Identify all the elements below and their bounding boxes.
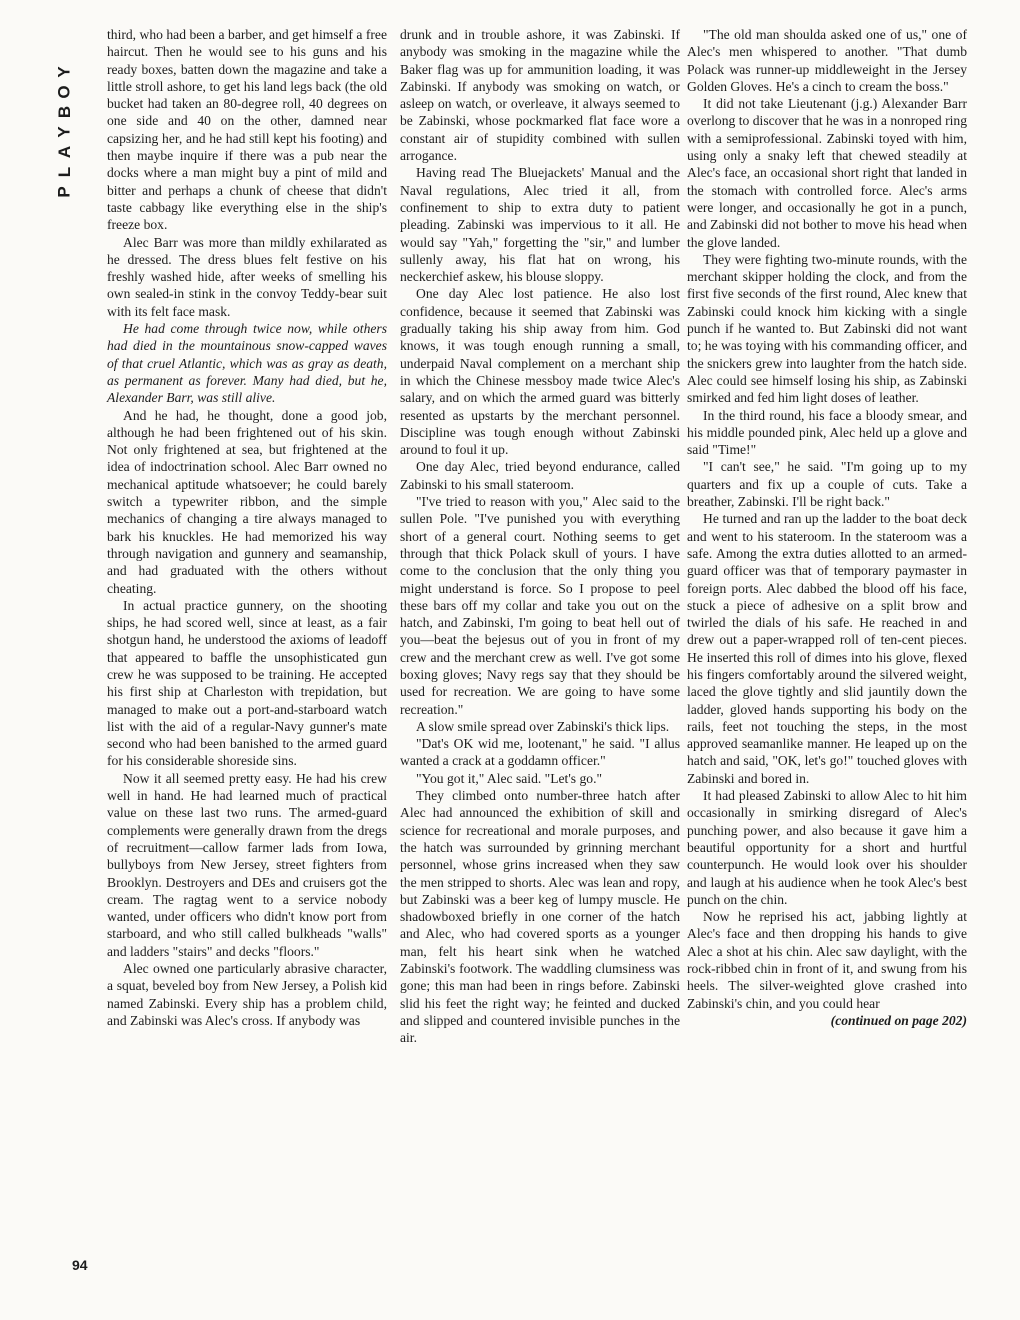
- article-paragraph: drunk and in trouble ashore, it was Zabinski. If anybody was smoking in the magazine while the Baker flag was up for ammunition loading, it was Zabinski. If anybody was smoking on watch, or asleep on watch, or overleave, it always seemed to be Zabinski, whose pockmarked flat face wore a constant air of stupidity combined with sullen arrogance.: [400, 27, 680, 164]
- article-paragraph: It did not take Lieutenant (j.g.) Alexander Barr overlong to discover that he was in a nonroped ring with a semiprofessional. Zabinski toyed with him, using only a snaky left that chewed steadily at Alec's face, an occasional short right that landed in the stomach with controlled force. Alec's arms were longer, and occasionally he got in a punch, and Zabinski did not bother to move his head when the glove landed.: [687, 96, 967, 250]
- article-paragraph: "You got it," Alec said. "Let's go.": [416, 770, 603, 786]
- article-paragraph: They climbed onto number-three hatch after Alec had announced the exhibition of skill and science for recreational and morale purposes, and the hatch was surrounded by grinning merchant personnel, whose grins increased when they saw the men stripped to shorts. Alec was lean and ropy, but Zabinski was a beer keg of lumpy muscle. He shadowboxed briefly in one corner of the hatch and Alec, who had covered sports as a younger man, felt his heart sink when he watched Zabinski's footwork. The waddling clumsiness was gone; this man had been in rings before. Zabinski slid his feet the right way; he feinted and ducked and slipped and countered invisible punches in the air.: [400, 788, 680, 1046]
- masthead-letter: O: [54, 85, 74, 99]
- text-column-2: [400, 26, 680, 1047]
- article-paragraph: "I've tried to reason with you," Alec said to the sullen Pole. "I've punished you with everything short of a general court. Nothing seems to get through that thick Polack skull of yours. I have come to the conclusion that the only thing you might understand is force. So I propose to peel these bars off my collar and take you out on the hatch, and Zabinski, I'm going to beat hell out of you—beat the bejesus out of you in front of my crew and the merchant crew as well. I've got some boxing gloves; Navy regs say that they should be used for recreation. We are going to have some recreation.": [400, 494, 680, 717]
- article-paragraph: He had come through twice now, while others had died in the mountainous snow-capped waves of that cruel Atlantic, which was as gray as death, as permanent as forever. Many had died, but he, Alexander Barr, was still alive.: [107, 321, 387, 406]
- masthead: [50, 62, 80, 202]
- article-paragraph: In actual practice gunnery, on the shooting ships, he had scored well, since at least, as a fair shotgun hand, he understood the axioms of leadoff that appeared to baffle the unsophisticated gun crew he was supposed to be training. He accepted his first ship at Charleston with trepidation, but managed to make out a port-and-starboard watch list with the aid of a regular-Navy gunner's mate second who had been banished to the armed guard for his considerable shoreside sins.: [107, 597, 387, 769]
- article-paragraph: It had pleased Zabinski to allow Alec to hit him occasionally in smirking disregard of Alec's punching power, and also because it gave him a beautiful opportunity for a short and hurtful counterpunch. He would look over his shoulder and laugh at his audience when he took Alec's best punch on the chin.: [687, 788, 967, 907]
- article-paragraph: "I can't see," he said. "I'm going up to my quarters and fix up a couple of cuts. Take a breather, Zabinski. I'll be right back.": [687, 459, 967, 510]
- text-column-1: [107, 26, 387, 1029]
- article-paragraph: Alec Barr was more than mildly exhilarated as he dressed. The dress blues felt festive on his freshly washed hide, after weeks of smelling his own sealed-in stink in the convoy Teddy-bear suit with its felt face mask.: [107, 234, 387, 319]
- page-number: 94: [72, 1257, 88, 1273]
- masthead-letter: Y: [55, 66, 74, 78]
- text-column-3: [687, 26, 967, 1029]
- article-paragraph: Having read The Bluejackets' Manual and the Naval regulations, Alec tried it all, from confinement to ship to extra duty to patient pleading. Zabinski was impervious to it all. He would say "Yah," forgetting the "sir," and lumber sullenly away, his flat hat on wrong, his neckerchief askew, his blouse sloppy.: [400, 165, 680, 285]
- masthead-letter: B: [55, 105, 74, 119]
- masthead-letter: P: [55, 186, 74, 198]
- article-paragraph: One day Alec lost patience. He also lost confidence, because it seemed that Zabinski was gradually taking his ship away from him. God knows, it was tough enough running a small, underpaid Naval complement on a merchant ship in which the Chinese messboy made twice Alec's salary, and on which the armed guard was bitterly resented as upstarts by the merchant personnel. Discipline was tough enough without Zabinski around to foul it up.: [400, 286, 680, 458]
- masthead-letter: Y: [55, 126, 74, 138]
- article-paragraph: One day Alec, tried beyond endurance, called Zabinski to his small stateroom.: [400, 459, 680, 492]
- article-paragraph: And he had, he thought, done a good job, although he had been frightened out of his skin. Not only frightened at sea, but frightened at the idea of indoctrination school. Alec Barr owned no mechanical aptitude whatsoever; he could barely switch a typewriter ribbon, and the simple mechanics of changing a tire always managed to bark his knuckles. He had memorized his way through navigation and gunnery and seamanship, and had graduated with the others without cheating.: [107, 407, 387, 596]
- article-paragraph: In the third round, his face a bloody smear, and his middle pounded pink, Alec held up a glove and said "Time!": [687, 407, 967, 458]
- article-paragraph: "Dat's OK wid me, lootenant," he said. "I allus wanted a crack at a goddamn officer.": [400, 736, 680, 769]
- article-paragraph: "The old man shoulda asked one of us," one of Alec's men whispered to another. "That dumb Polack was runner-up middleweight in the Jersey Golden Gloves. He's a cinch to cream the boss.": [687, 27, 967, 94]
- article-paragraph: A slow smile spread over Zabinski's thick lips.: [416, 718, 670, 734]
- article-paragraph: Now he reprised his act, jabbing lightly at Alec's face and then dropping his hands to give Alec a shot at his chin. Alec saw daylight, with the rock-ribbed chin in front of it, and swung from his heels. The silver-weighted glove crashed into Zabinski's chin, and you could hear: [687, 909, 967, 1011]
- continued-note: (continued on page 202): [830, 1012, 967, 1028]
- article-paragraph: He turned and ran up the ladder to the boat deck and went to his stateroom. In the stateroom was a safe. Among the extra duties allotted to an armed-guard officer was that of temporary paymaster in foreign ports. Alec dabbed the blood off his face, stuck a piece of adhesive on a split brow and twirled the dials of his safe. He reached in and drew out a paper-wrapped roll of ten-cent pieces. He inserted this roll of dimes into his glove, flexed his fingers comfortably around the silvered weight, laced the glove tightly and slid jauntily down the ladder, gloved hands supporting his body on the rails, feet not touching the steps, in the most approved seamanlike manner. He leaped up on the hatch and said, "OK, let's go!" touched gloves with Zabinski and bored in.: [687, 511, 967, 786]
- article-paragraph: Now it all seemed pretty easy. He had his crew well in hand. He had learned much of practical value on these last two runs. The armed-guard complements were generally drawn from the dregs of recruitment—callow farmer lads from Iowa, bullyboys from New Jersey, street fighters from Brooklyn. Destroyers and DEs and cruisers got the cream. The ragtag went to a service nobody wanted, under officers who didn't know port from starboard, and who still called bulkheads "walls" and ladders "stairs" and decks "floors.": [107, 770, 387, 959]
- masthead-letter: L: [54, 166, 74, 178]
- article-paragraph: third, who had been a barber, and get himself a free haircut. Then he would see to his guns and his ready boxes, batten down the magazine and take a little stroll ashore, to get his land legs back (the old bucket had taken an 80-degree roll, 40 degrees on one side and 40 on the other, damned near capsizing her, and he had still kept his footing) and then maybe inquire if there was a pub near the docks where a man might buy a pint of mild and bitter and perhaps a chunk of cheese that didn't taste cabbagy like everything else in the ship's freeze box.: [107, 27, 387, 233]
- article-paragraph: Alec owned one particularly abrasive character, a squat, beveled boy from New Jersey, a Polish kid named Zabinski. Every ship has a problem child, and Zabinski was Alec's cross. If anybody was: [107, 961, 387, 1028]
- masthead-letter: A: [55, 145, 74, 159]
- article-paragraph: They were fighting two-minute rounds, with the merchant skipper holding the clock, and from the first five seconds of the first round, Alec knew that Zabinski could knock him kicking with a single punch if he wanted to. But Zabinski did not want to; he was toying with his commanding officer, and the snickers grew into laughter from the hatch side. Alec could see himself losing his ship, as Zabinski smirked and fed him light doses of leather.: [687, 251, 967, 406]
